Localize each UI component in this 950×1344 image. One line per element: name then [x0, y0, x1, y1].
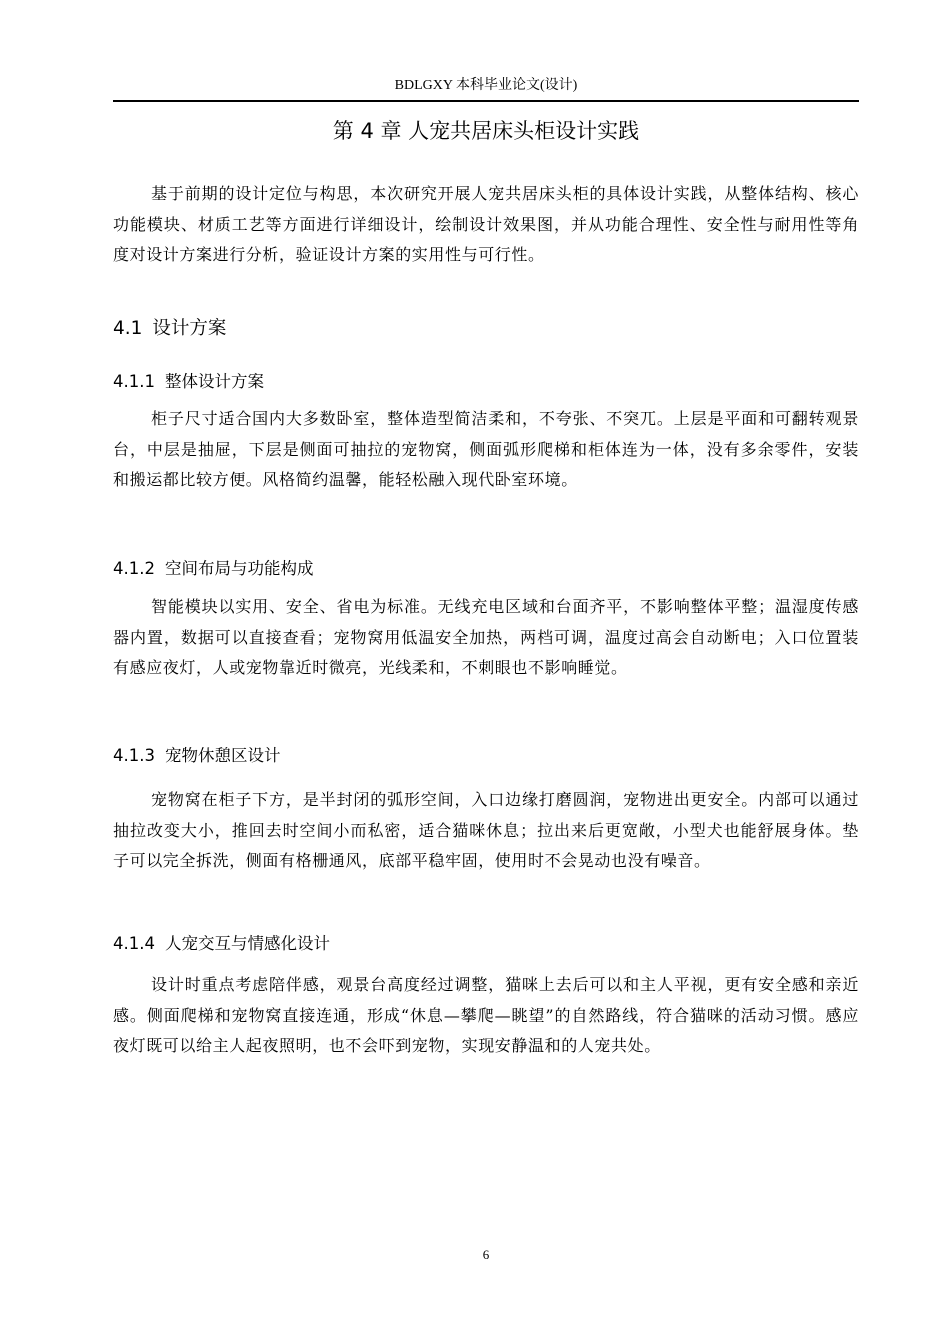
subsection-heading-4-1-1 [113, 370, 859, 394]
page-number: 6 [482, 1247, 490, 1262]
chapter-title: 第 4 章 人宠共居床头柜设计实践 [332, 119, 640, 143]
subsection-title: 空间布局与功能构成 [164, 559, 314, 578]
body-paragraph-4-1-3: 宠物窝在柜子下方，是半封闭的弧形空间，入口边缘打磨圆润，宠物进出更安全。内部可以通过抽拉改变大小，推回去时空间小而私密，适合猫咪休息；拉出来后更宽敞，小型犬也能舒展身体。垫子可以完全拆洗，侧面有格栅通风，底部平稳牢固，使用时不会晃动也没有噪音。 [113, 790, 859, 870]
subsection-number: 4.1.3 [113, 746, 155, 765]
section-title: 设计方案 [152, 318, 227, 339]
body-paragraph-4-1-4: 设计时重点考虑陪伴感，观景台高度经过调整，猫咪上去后可以和主人平视，更有安全感和亲近感。侧面爬梯和宠物窝直接连通，形成“休息—攀爬—眺望”的自然路线，符合猫咪的活动习惯。感应夜灯既可以给主人起夜照明，也不会吓到宠物，实现安静温和的人宠共处。 [113, 975, 859, 1055]
subsection-title: 宠物休憩区设计 [164, 746, 281, 765]
intro-paragraph: 基于前期的设计定位与构思，本次研究开展人宠共居床头柜的具体设计实践，从整体结构、核心功能模块、材质工艺等方面进行详细设计，绘制设计效果图，并从功能合理性、安全性与耐用性等角度对设计方案进行分析，验证设计方案的实用性与可行性。 [113, 184, 859, 264]
subsection-number: 4.1.1 [113, 372, 155, 391]
header-rule [113, 100, 859, 102]
subsection-title: 人宠交互与情感化设计 [164, 934, 330, 953]
section-number: 4.1 [113, 318, 143, 339]
section-heading-4-1 [113, 316, 859, 342]
subsection-number: 4.1.4 [113, 934, 155, 953]
subsection-heading-4-1-2 [113, 557, 859, 581]
body-paragraph-4-1-1: 柜子尺寸适合国内大多数卧室，整体造型简洁柔和，不夸张、不突兀。上层是平面和可翻转观景台，中层是抽屉，下层是侧面可抽拉的宠物窝，侧面弧形爬梯和柜体连为一体，没有多余零件，安装和搬运都比较方便。风格简约温馨，能轻松融入现代卧室环境。 [113, 409, 859, 489]
subsection-title: 整体设计方案 [164, 372, 264, 391]
subsection-heading-4-1-4 [113, 932, 859, 956]
subsection-heading-4-1-3 [113, 744, 859, 768]
body-paragraph-4-1-2: 智能模块以实用、安全、省电为标准。无线充电区域和台面齐平，不影响整体平整；温湿度传感器内置，数据可以直接查看；宠物窝用低温安全加热，两档可调，温度过高会自动断电；入口位置装有感应夜灯，人或宠物靠近时微亮，光线柔和，不刺眼也不影响睡觉。 [113, 597, 859, 677]
subsection-number: 4.1.2 [113, 559, 155, 578]
running-header: BDLGXY 本科毕业论文(设计) [394, 78, 578, 93]
